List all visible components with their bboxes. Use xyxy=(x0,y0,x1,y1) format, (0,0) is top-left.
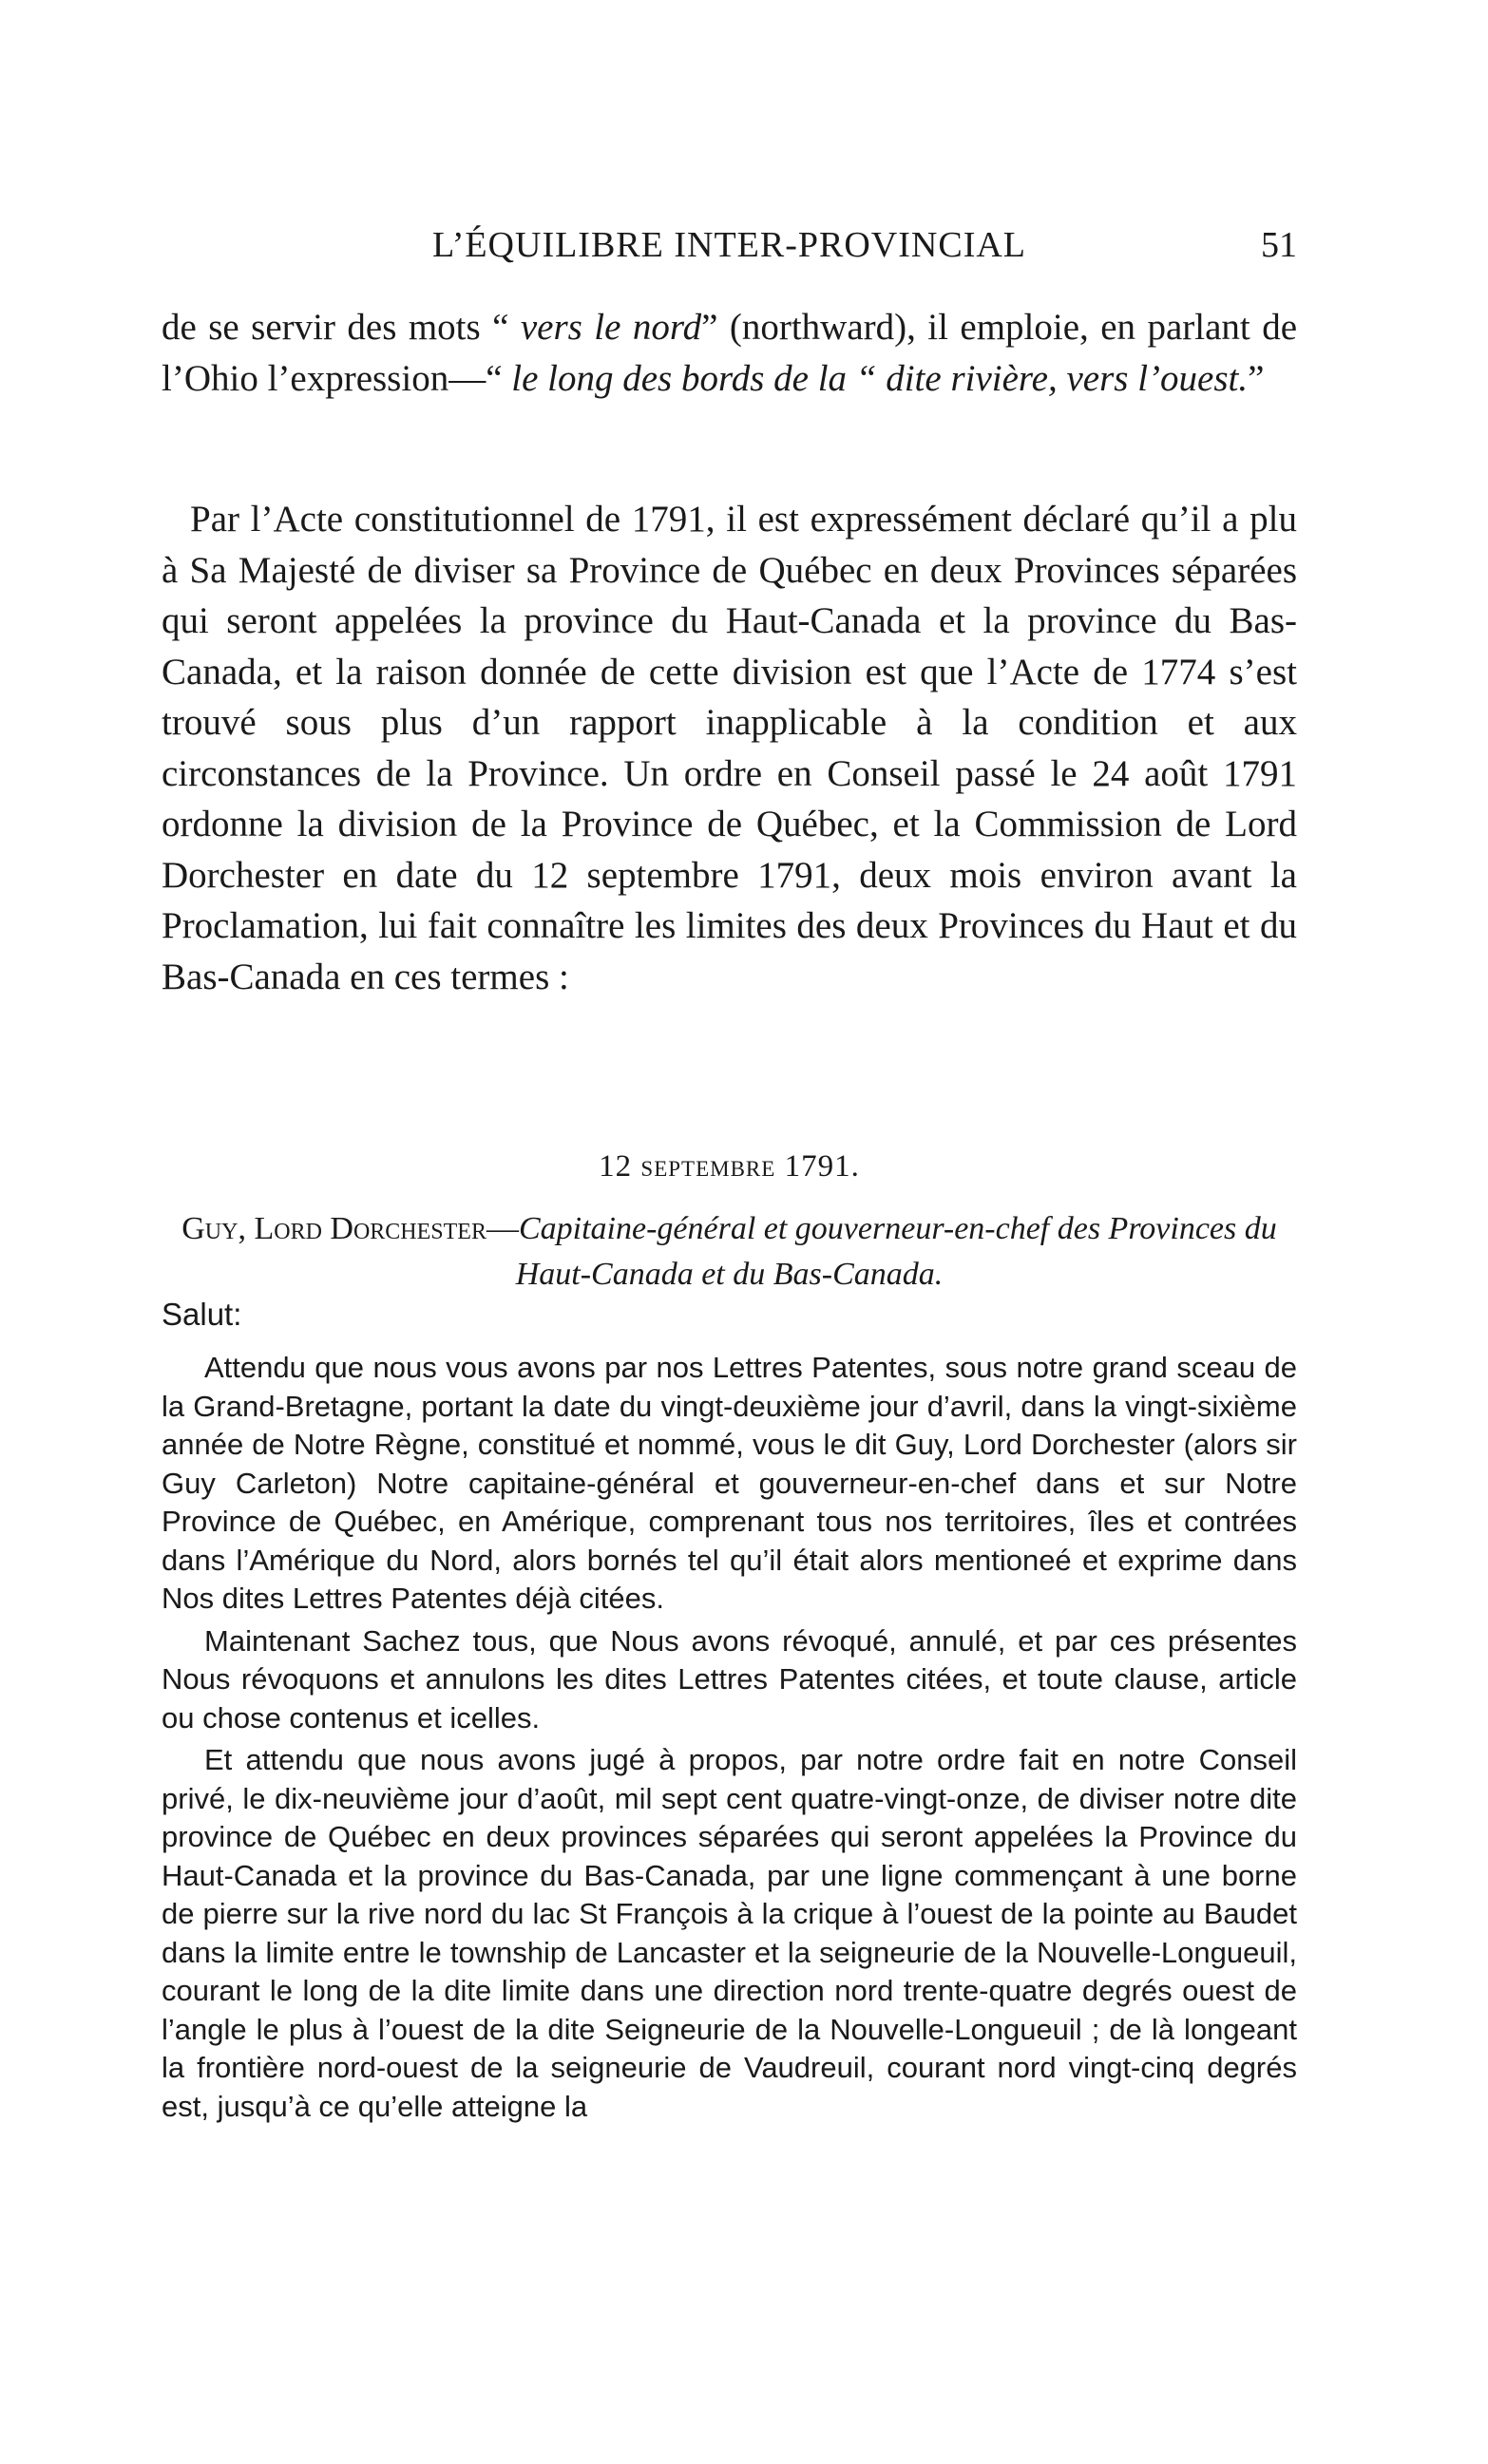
page-number: 51 xyxy=(1261,225,1297,265)
intro-text-2: ” (northward), il emploie, en parlant de l’Ohio l’expression—“ xyxy=(162,307,1297,399)
running-title: L’ÉQUILIBRE INTER-PROVINCIAL xyxy=(431,225,1027,265)
intro-text-3: ” xyxy=(1248,357,1265,399)
salutation: Salut: xyxy=(162,1297,242,1332)
heading-name: Guy, Lord Dorchester xyxy=(181,1211,486,1246)
intro-emphasis-1: vers le nord xyxy=(520,307,702,348)
heading-dash: — xyxy=(486,1211,519,1246)
document-paragraph-3: Et attendu que nous avons jugé à propos, par notre ordre fait en notre Conseil privé, le dix-neuvième jour d’août, mil sept cent quatre-vingt-onze, de diviser notre dite province de Québec en deux provinces séparées qui seront appelées la Province du Haut-Canada et la province du Bas-Canada, par une ligne commençant à une borne de pierre sur la rive nord du lac St François à la crique à l’ouest de la pointe au Baudet dans la limite entre le township de Lancaster et la seigneurie de la Nouvelle-Longueuil, courant le long de la dite limite dans une direction nord trente-quatre degrés ouest de l’angle le plus à l’ouest de la dite Seigneurie de la Nouvelle-Longueuil ; de là longeant la frontière nord-ouest de la seigneurie de Vaudreuil, courant nord vingt-cinq degrés est, jusqu’à ce qu’elle atteigne la xyxy=(162,1743,1297,2123)
running-header xyxy=(162,224,1297,272)
document-heading xyxy=(162,1206,1297,1298)
intro-text-1: de se servir des mots “ xyxy=(162,307,521,348)
intro-paragraph-continuation xyxy=(162,302,1297,404)
date-year: 1791. xyxy=(775,1149,860,1184)
paragraph-text: Par l’Acte constitutionnel de 1791, il est expressément déclaré qu’il a plu à Sa Majesté de diviser sa Province de Québec en deux Provinces séparées qui seront appelées la province du Haut-Canada et la province du Bas-Canada, et la raison donnée de cette division est que l’Acte de 1774 s’est trouvé sous plus d’un rapport inapplicable à la condition et aux circonstances de la Province. Un ordre en Conseil passé le 24 août 1791 ordonne la division de la Province de Québec, et la Commission de Lord Dorchester en date du 12 septembre 1791, deux mois environ avant la Proclamation, lui fait connaître les limites des deux Provinces du Haut et du Bas-Canada en ces termes : xyxy=(162,499,1297,997)
document-body xyxy=(162,1349,1297,2130)
document-date xyxy=(162,1149,1297,1185)
heading-title: Capitaine-général et gouverneur-en-chef des Provinces du Haut-Canada et du Bas-Canada. xyxy=(515,1211,1277,1292)
document-paragraph-1: Attendu que nous vous avons par nos Lettres Patentes, sous notre grand sceau de la Grand-Bretagne, portant la date du vingt-deuxième jour d’avril, dans la vingt-sixième année de Notre Règne, constitué et nommé, vous le dit Guy, Lord Dorchester (alors sir Guy Carleton) Notre capitaine-général et gouverneur-en-chef dans et sur Notre Province de Québec, en Amérique, comprenant tous nos territoires, îles et contrées dans l’Amérique du Nord, alors bornés tel qu’il était alors mentioneé et exprime dans Nos dites Lettres Patentes déjà citées. xyxy=(162,1351,1297,1615)
date-month: septembre xyxy=(640,1149,776,1184)
intro-paragraph-act-1791 xyxy=(162,494,1297,1002)
intro-emphasis-2: le long des bords de la “ dite rivière, vers l’ouest. xyxy=(511,357,1249,399)
date-day: 12 xyxy=(599,1149,641,1184)
document-paragraph-2: Maintenant Sachez tous, que Nous avons révoqué, annulé, et par ces présentes Nous révoquons et annulons les dites Lettres Patentes citées, et toute clause, article ou chose contenus et icelles. xyxy=(162,1623,1297,1734)
